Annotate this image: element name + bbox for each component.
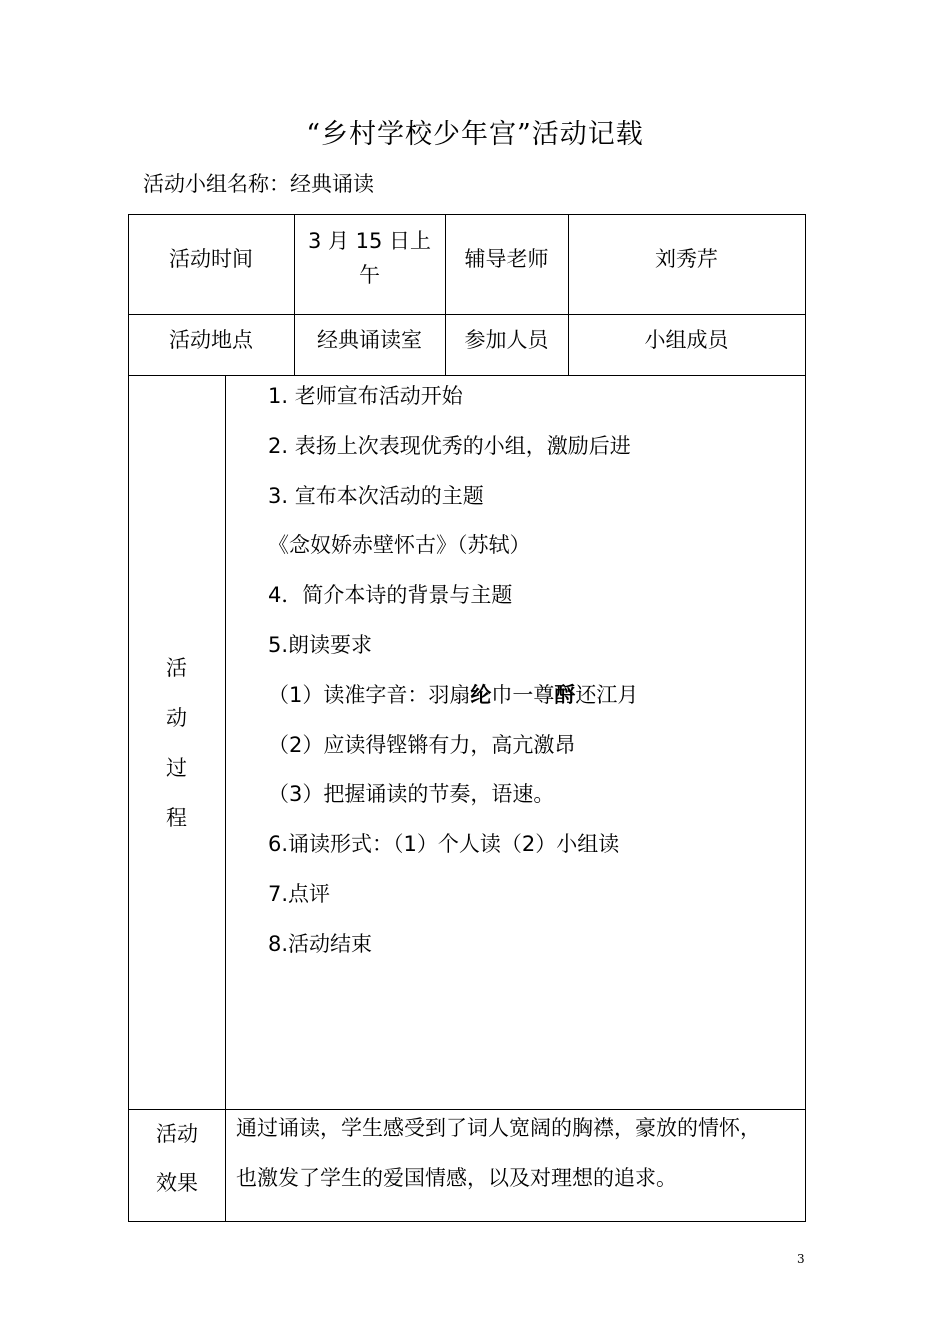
- group-name: 活动小组名称：经典诵读: [143, 172, 374, 196]
- process-label: [128, 643, 225, 843]
- process-label-char: 程: [166, 806, 187, 830]
- step-text: 还江月: [575, 682, 639, 707]
- effect-label-line: 效果: [156, 1171, 198, 1195]
- step-text: （1）读准字音：羽扇: [268, 682, 471, 707]
- effect-label-line: 活动: [156, 1122, 198, 1146]
- process-step: 6.诵读形式：（1）个人读（2）小组读: [268, 832, 620, 857]
- place-label: 活动地点: [169, 328, 253, 352]
- col-divider-label: [225, 375, 226, 1221]
- participants-value: 小组成员: [644, 328, 729, 352]
- process-label-char: 动: [166, 706, 187, 730]
- process-step: （2）应读得铿锵有力，高亢激昂: [268, 732, 576, 757]
- process-step-pronunciation: [268, 679, 638, 729]
- effect-text-line: 通过诵读，学生感受到了词人宽阔的胸襟，豪放的情怀，: [236, 1116, 761, 1140]
- effect-text: [236, 1110, 796, 1210]
- place-value: 经典诵读室: [317, 328, 422, 352]
- emphasized-char: 酹: [554, 682, 576, 707]
- time-value-line2: 午: [359, 263, 380, 287]
- process-step: 4．简介本诗的背景与主题: [268, 583, 513, 608]
- time-label: 活动时间: [169, 247, 253, 271]
- participants-label: 参加人员: [464, 328, 549, 352]
- process-step: （3）把握诵读的节奏，语速。: [268, 782, 555, 807]
- page-title: “乡村学校少年宫”活动记载: [306, 119, 644, 150]
- step-text: 巾一尊: [491, 682, 555, 707]
- page-number: 3: [797, 1252, 805, 1266]
- process-step: 5.朗读要求: [268, 632, 373, 657]
- process-steps: [268, 380, 638, 978]
- row-divider-2: [128, 375, 805, 376]
- process-step: 《念奴娇赤壁怀古》（苏轼）: [268, 533, 531, 558]
- teacher-label: 辅导老师: [464, 247, 549, 271]
- process-step: 3. 宣布本次活动的主题: [268, 483, 484, 508]
- time-value-line1: 3 月 15 日上: [307, 229, 432, 253]
- effect-label: [129, 1115, 225, 1213]
- time-value: [294, 214, 445, 302]
- table-border-right: [805, 214, 806, 1222]
- emphasized-char: 纶: [470, 682, 492, 707]
- teacher-value: 刘秀芹: [655, 247, 718, 271]
- process-label-char: 活: [166, 656, 187, 680]
- effect-text-line: 也激发了学生的爱国情感，以及对理想的追求。: [236, 1166, 677, 1190]
- process-step: 2. 表扬上次表现优秀的小组，激励后进: [268, 433, 631, 458]
- process-step: 1. 老师宣布活动开始: [268, 384, 463, 408]
- table-border-bottom: [128, 1221, 805, 1222]
- process-step: 7.点评: [268, 881, 331, 906]
- process-step: 8.活动结束: [268, 931, 373, 956]
- process-label-char: 过: [166, 756, 187, 780]
